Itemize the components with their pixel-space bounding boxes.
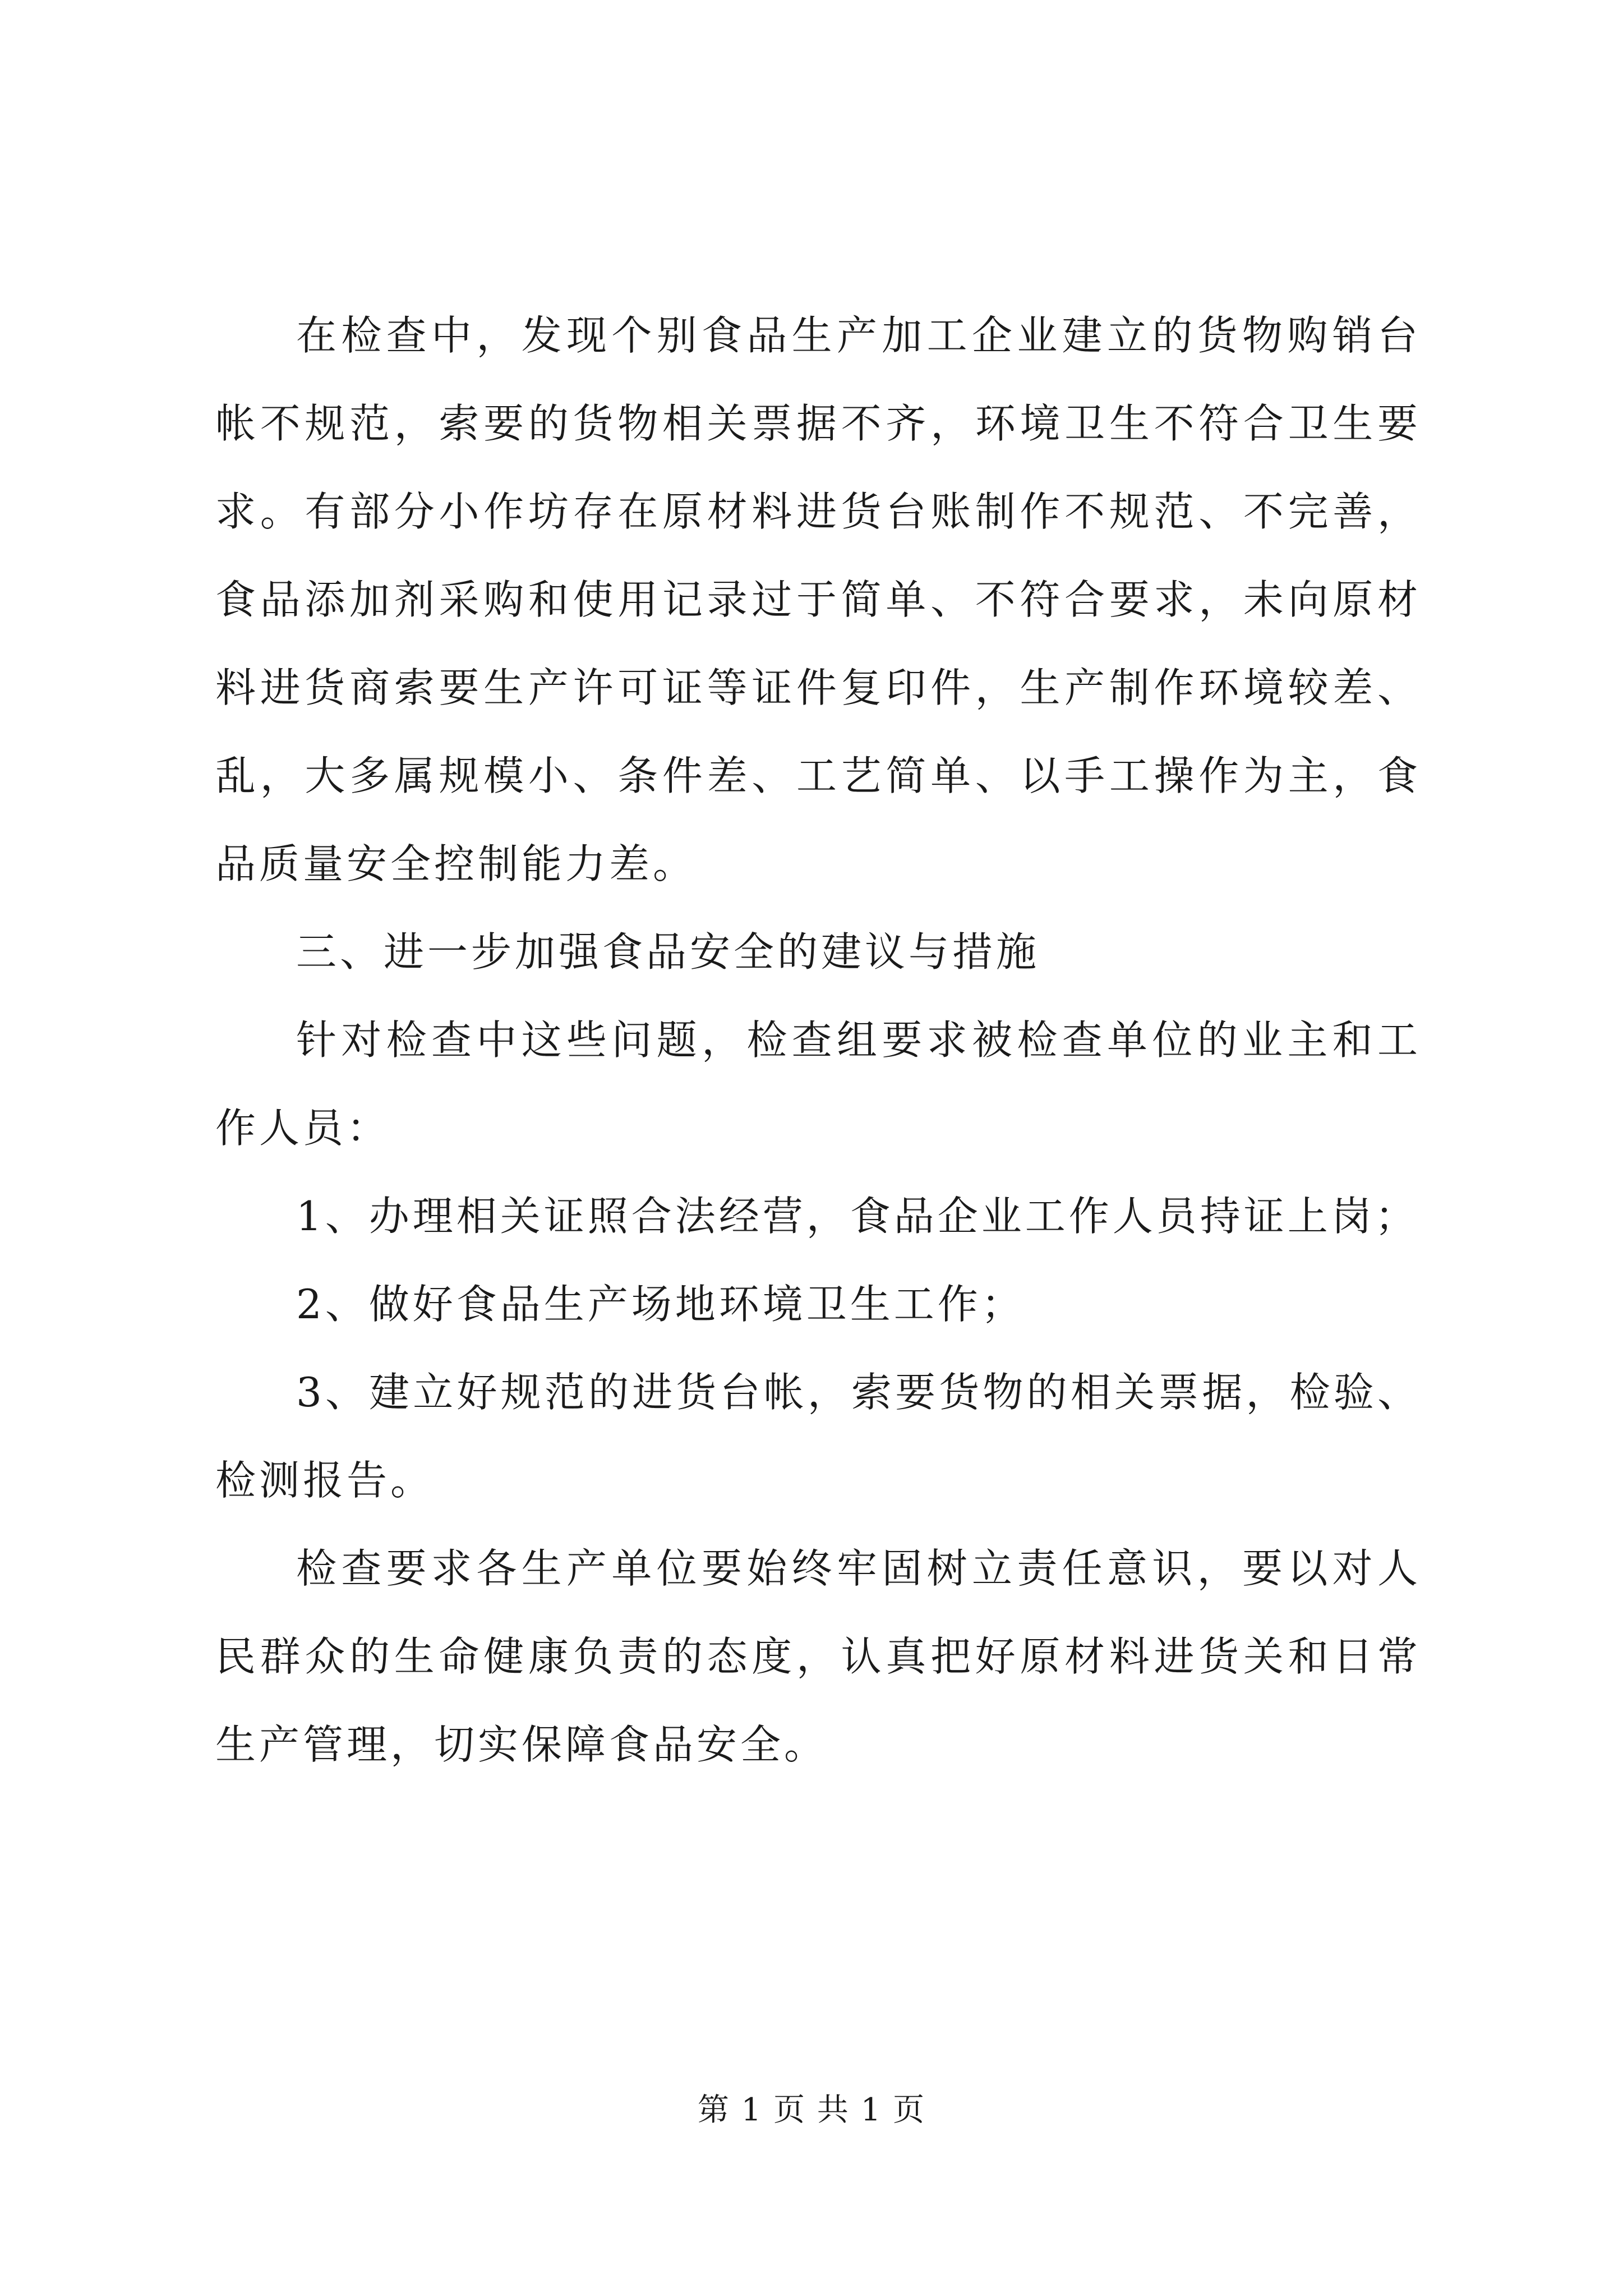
paragraph-inspection-findings: 在检查中，发现个别食品生产加工企业建立的货物购销台帐不规范，索要的货物相关票据不齐，环境卫生不符合卫生要求。有部分小作坊存在原材料进货台账制作不规范、不完善，食品添加剂采购和使用记录过于简单、不符合要求，未向原材料进货商索要生产许可证等证件复印件，生产制作环境较差、乱，大多属规模小、条件差、工艺简单、以手工操作为主，食品质量安全控制能力差。 xyxy=(215,312,1421,887)
paragraph-conclusion: 检查要求各生产单位要始终牢固树立责任意识，要以对人民群众的生命健康负责的态度，认真把好原材料进货关和日常生产管理，切实保障食品安全。 xyxy=(215,1545,1421,1768)
document-body xyxy=(215,292,1421,1789)
list-item-3: 3、建立好规范的进货台帐，索要货物的相关票据，检验、检测报告。 xyxy=(215,1369,1421,1504)
list-item-1: 1、办理相关证照合法经营，食品企业工作人员持证上岗； xyxy=(296,1193,1419,1240)
paragraph-requirements-intro: 针对检查中这些问题，检查组要求被检查单位的业主和工作人员： xyxy=(215,1016,1421,1152)
page-footer xyxy=(0,2088,1623,2133)
list-item-2: 2、做好食品生产场地环境卫生工作； xyxy=(296,1281,1025,1328)
page-number-label: 第 1 页 共 1 页 xyxy=(697,2092,926,2128)
section-heading-suggestions: 三、进一步加强食品安全的建议与措施 xyxy=(296,928,1040,976)
